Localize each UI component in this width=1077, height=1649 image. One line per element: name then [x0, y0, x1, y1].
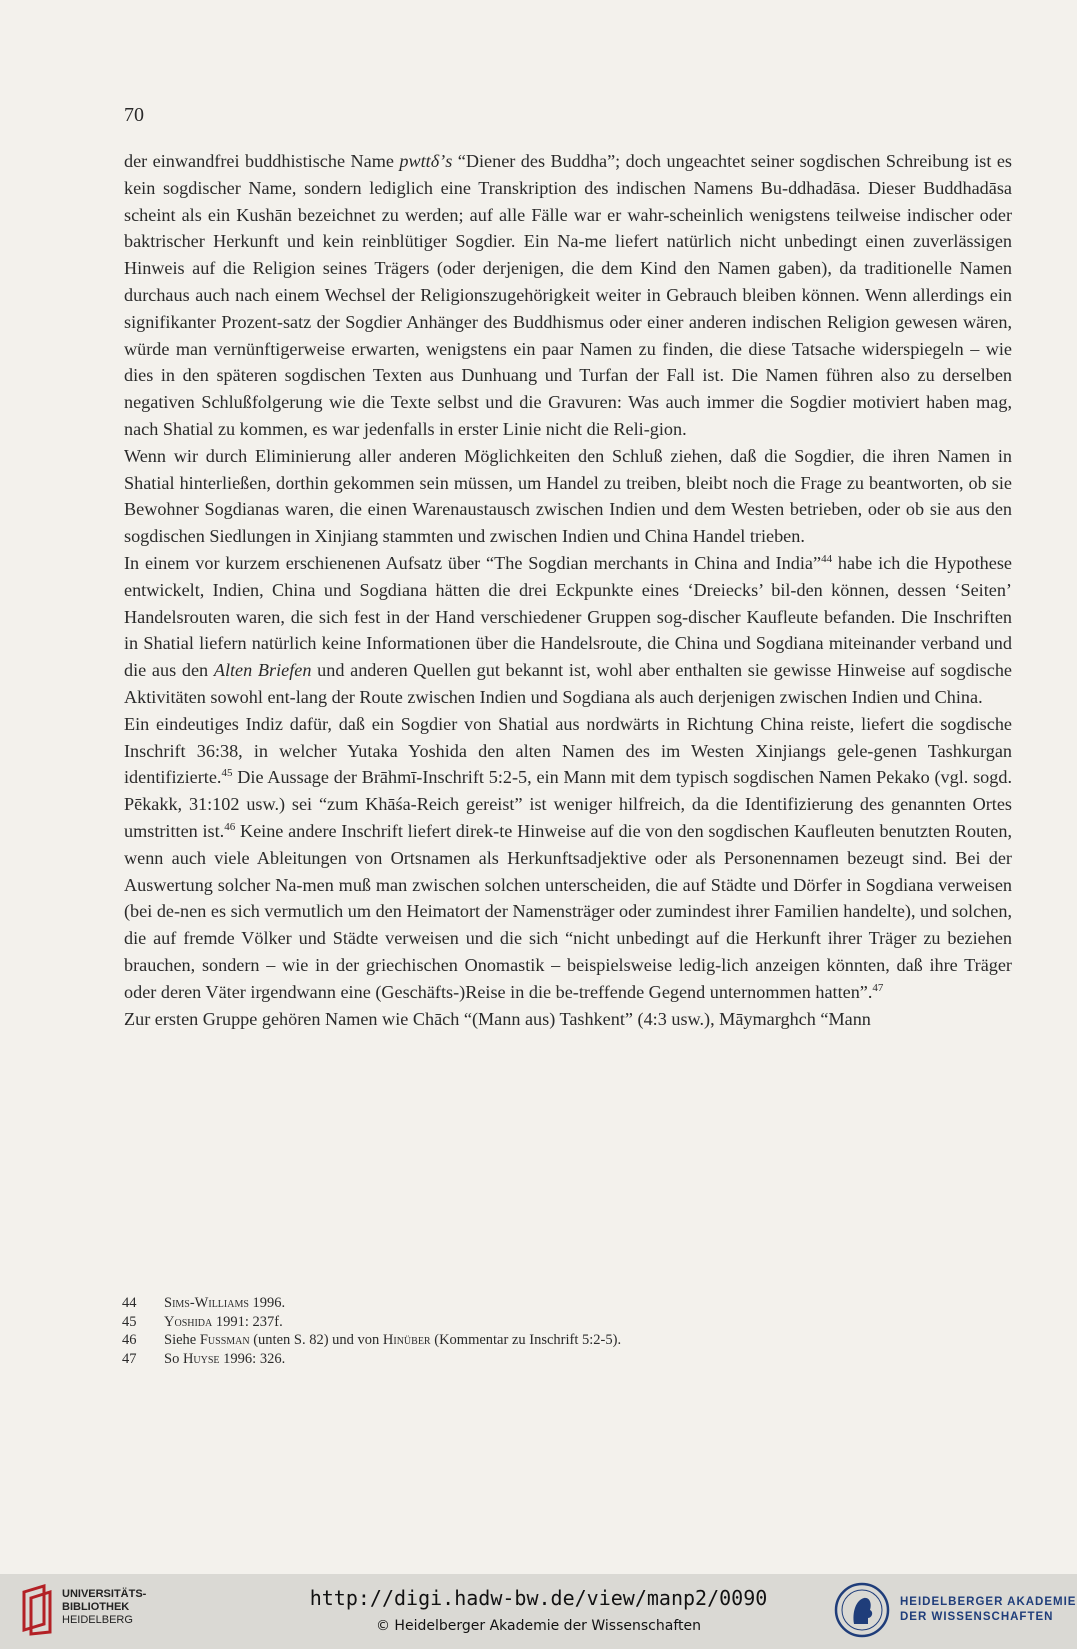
text-run: In einem vor kurzem erschienenen Aufsatz über “The Sogdian merchants in China and India” [124, 552, 822, 573]
text-run: Zur ersten Gruppe gehören Namen wie Chāch “(Mann aus) Tashkent” (4:3 usw.), Māymarghch “Mann [124, 1008, 871, 1029]
footnote [122, 1294, 621, 1313]
author-name: Sims-Williams [164, 1295, 249, 1311]
text-run: Die Aussage der Brāhmī-Inschrift 5:2-5, ein Mann mit dem typisch sogdischen Namen Pekako (vgl. sogd. Pēkakk, 31:102 usw.) sei “zum Khāśa-Reich gereist” ist weniger hilfreich, da die Identifizierung des genannten Ortes umstritten ist. [124, 767, 1012, 841]
italic-text: pwttδ’s [399, 151, 453, 171]
text-run: habe ich die Hypothese entwickelt, Indien, China und Sogdiana hätten die drei Eckpunkte eines ‘Dreiecks’ bil-den können, dessen ‘Seiten’ Handelsrouten waren, die sich fest in der Hand verschiedener Gruppen sog-discher Kaufleute befanden. Die Inschriften in Shatial liefern natürlich keine Informationen über die Handelsroute, die China und Sogdiana miteinander verband und die aus den [124, 552, 1012, 681]
footnote [122, 1313, 621, 1332]
footnote-number: 47 [122, 1350, 137, 1367]
text-run: 1996. [248, 1295, 286, 1311]
footnote-reference: 47 [872, 981, 884, 994]
footnote-text [164, 1331, 621, 1350]
text-run: der einwandfrei buddhistische Name [124, 151, 400, 171]
footnote-number: 46 [122, 1332, 137, 1348]
text-run: So [164, 1350, 183, 1367]
footnote-text [164, 1313, 283, 1332]
text-run: 1991: 237f. [212, 1313, 283, 1330]
academy-name[interactable] [900, 1595, 1076, 1625]
text-run: Keine andere Inschrift liefert direk-te Hinweise auf die von den sogdischen Kaufleuten benutzten Routen, wenn auch viele Ableitungen von Ortsnamen als Herkunftsadjektive oder als Personennamen bezeugt sind. Bei der Auswertung solcher Na-men muß man zwischen solchen unterscheiden, die auf Städte und Dörfer in Sogdiana verweisen (bei de-nen es sich vermutlich um den Heimatort der Namensträger oder zumindest ihrer Familien handelte), und solchen, die auf fremde Völker und Städte verweisen und die sich “nicht unbedingt auf die Herkunft ihrer Träger zu beziehen brauchen, sondern – wie in der griechischen Onomastik – beispielsweise ledig-lich anzeigen könnten, daß ihre Träger oder deren Väter irgendwann eine (Geschäfts-)Reise in die be-treffende Gegend unternommen hatten”. [124, 820, 1013, 1002]
academy-line-1: HEIDELBERGER AKADEMIE [900, 1596, 1077, 1608]
footnotes [122, 1294, 621, 1368]
page-number: 70 [124, 104, 144, 126]
text-run: Ein eindeutiges Indiz dafür, daß ein Sogdier von Shatial aus nordwärts in Richtung China reiste, liefert die sogdische Inschrift 36:38, in welcher Yutaka Yoshida den alten Namen des im Westen Xinjiangs gele-genen Tashkurgan identifizierte. [124, 713, 1012, 788]
footnote-reference: 45 [221, 767, 233, 780]
text-run: Siehe [164, 1332, 200, 1348]
body-text [124, 148, 1012, 1032]
footnote-text [164, 1350, 285, 1369]
academy-line-2: DER WISSENSCHAFTEN [900, 1611, 1054, 1623]
academy-seal-icon[interactable] [834, 1582, 890, 1638]
footnote-number: 45 [122, 1313, 137, 1330]
footnote-reference: 44 [821, 552, 833, 565]
footnote-number: 44 [122, 1295, 137, 1311]
author-name: Huyse [182, 1350, 220, 1367]
text-run: 1996: 326. [219, 1350, 286, 1367]
author-name: Yoshida [164, 1313, 213, 1330]
footer-bar [0, 1574, 1077, 1649]
footnote-text [164, 1294, 285, 1313]
paragraph [124, 443, 1012, 550]
footnote [122, 1331, 621, 1350]
italic-text: Alten Briefen [213, 660, 312, 681]
text-run: (Kommentar zu Inschrift 5:2-5). [430, 1332, 622, 1348]
author-name: Fussman [199, 1332, 250, 1348]
footnote-reference: 46 [224, 820, 236, 833]
paragraph [124, 711, 1012, 1006]
library-line-2: BIBLIOTHEK [62, 1601, 130, 1613]
paragraph [124, 148, 1012, 443]
author-name: Hinüber [382, 1332, 431, 1348]
text-run: und anderen Quellen gut bekannt ist, wohl aber enthalten sie gewisse Hinweise auf sogdische Aktivitäten sowohl ent-lang der Route zwischen Indien und Sogdiana als auch derjenigen zwischen Indien und China. [124, 660, 1012, 707]
footnote [122, 1350, 621, 1369]
library-line-1: UNIVERSITÄTS- [62, 1588, 147, 1600]
paragraph [124, 1006, 1012, 1033]
copyright-notice: © Heidelberger Akademie der Wissenschaften [375, 1618, 701, 1634]
document-url-link[interactable]: http://digi.hadw-bw.de/view/manp2/0090 [309, 1586, 768, 1610]
text-run: (unten S. 82) und von [249, 1332, 383, 1348]
library-line-3: HEIDELBERG [62, 1614, 133, 1626]
text-run: Wenn wir durch Eliminierung aller anderen Möglichkeiten den Schluß ziehen, daß die Sogdier, die ihren Namen in Shatial hinterließen, dorthin gekommen sein müssen, um Handel zu treiben, bleibt noch die Frage zu beantworten, ob sie Bewohner Sogdianas waren, die einen Warenaustausch zwischen Indien und dem Westen betrieben, oder ob sie aus den sogdischen Siedlungen in Xinjiang stammten und zwischen Indien und China Handel trieben. [124, 445, 1012, 547]
text-run: “Diener des Buddha”; doch ungeachtet seiner sogdischen Schreibung ist es kein sogdischer Name, sondern lediglich eine Transkription des indischen Namens Bu-ddhadāsa. Dieser Buddhadāsa scheint als ein Kushān bezeichnet zu werden; auf alle Fälle war er wahr-scheinlich wenigstens teilweise indischer oder baktrischer Herkunft und kein reinblütiger Sogdier. Ein Na-me liefert natürlich nicht unbedingt einen zuverlässigen Hinweis auf die Religion seines Trägers (oder derjenigen, die dem Kind den Namen gaben), da traditionelle Namen durchaus auch nach einem Wechsel der Religionszugehörigkeit weiter in Gebrauch bleiben können. Wenn allerdings ein signifikanter Prozent-satz der Sogdier Anhänger des Buddhismus oder einer anderen indischen Religion gewesen wären, würde man vernünftigerweise erwarten, wenigstens ein paar Namen zu finden, die diese Tatsache widerspiegeln – wie dies in den späteren sogdischen Texten aus Dunhuang und Turfan der Fall ist. Die Namen führen also zu derselben negativen Schlußfolgerung wie die Texte selbst und die Gravuren: Was auch immer die Sogdier motiviert haben mag, nach Shatial zu kommen, es war jedenfalls in erster Linie nicht die Reli-gion. [124, 151, 1012, 439]
paragraph [124, 550, 1012, 711]
